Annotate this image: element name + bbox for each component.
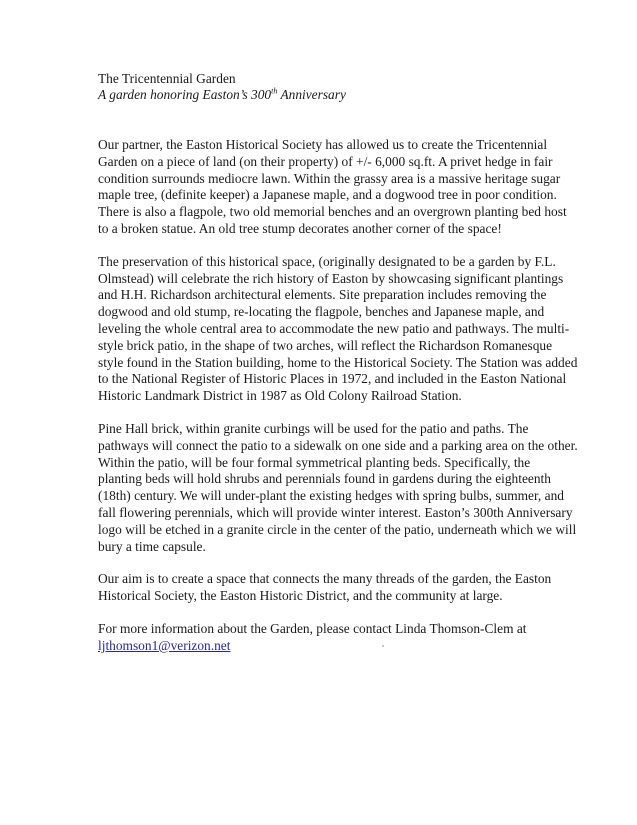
paragraph-line: The preservation of this historical space, (originally designated to be a garden by F.L. — [98, 253, 556, 269]
subtitle-text: A garden honoring Easton’s 300 — [98, 87, 272, 102]
paragraph-line: to a broken statue. An old tree stump decorates another corner of the space! — [98, 220, 502, 236]
subtitle-superscript: th — [271, 86, 278, 96]
document-subtitle — [98, 87, 538, 103]
contact-paragraph — [98, 621, 538, 655]
paragraph-line: and H.H. Richardson architectural elements. Site preparation includes removing the — [98, 287, 547, 303]
body-paragraph — [98, 253, 578, 405]
paragraph-line: logo will be etched in a granite circle in the center of the patio, underneath which we will — [98, 521, 577, 537]
paragraph-line: leveling the whole central area to accommodate the new patio and pathways. The multi- — [98, 320, 570, 336]
paragraph-line: Pine Hall brick, within granite curbings will be used for the patio and paths. The — [98, 420, 529, 436]
scan-speck — [382, 645, 384, 647]
paragraph-line: maple tree, (definite keeper) a Japanese maple, and a dogwood tree in poor condition. — [98, 187, 557, 203]
body-paragraph — [98, 571, 552, 605]
paragraph-line: style found in the Station building, home to the Historical Society. The Station was added — [98, 354, 578, 370]
contact-email-link[interactable]: ljthomson1@verizon.net — [98, 637, 231, 653]
contact-text: For more information about the Garden, please contact Linda Thomson-Clem at — [98, 620, 527, 636]
paragraph-line: style brick patio, in the shape of two arches, will reflect the Richardson Romanesque — [98, 337, 553, 353]
paragraph-line: Our aim is to create a space that connects the many threads of the garden, the Easton — [98, 571, 552, 587]
body-paragraph — [98, 420, 578, 555]
paragraph-line: fall flowering perennials, which will provide winter interest. Easton’s 300th Anniversary — [98, 504, 573, 520]
paragraph-line: Within the patio, will be four formal symmetrical planting beds. Specifically, the — [98, 454, 531, 470]
body-paragraph — [98, 137, 567, 238]
paragraph-line: There is also a flagpole, two old memorial benches and an overgrown planting bed host — [98, 204, 567, 220]
paragraph-line: bury a time capsule. — [98, 538, 206, 554]
document-title: The Tricentennial Garden — [98, 71, 236, 86]
paragraph-line: Olmstead) will celebrate the rich history of Easton by showcasing significant plantings — [98, 270, 564, 286]
paragraph-line: dogwood and old stump, re-locating the flagpole, benches and Japanese maple, and — [98, 304, 545, 320]
paragraph-line: Historical Society, the Easton Historic District, and the community at large. — [98, 588, 503, 604]
paragraph-line: (18th) century. We will under-plant the existing hedges with spring bulbs, summer, and — [98, 488, 564, 504]
paragraph-line: planting beds will hold shrubs and perennials found in gardens during the eighteenth — [98, 471, 551, 487]
document-body — [98, 71, 578, 671]
paragraph-line: pathways will connect the patio to a sidewalk on one side and a parking area on the other. — [98, 437, 578, 453]
paragraph-line: Garden on a piece of land (on their property) of +/- 6,000 sq.ft. A privet hedge in fair — [98, 153, 553, 169]
paragraph-line: to the National Register of Historic Places in 1972, and included in the Easton National — [98, 371, 567, 387]
paragraph-line: Our partner, the Easton Historical Society has allowed us to create the Tricentennial — [98, 137, 548, 152]
paragraph-line: Historic Landmark District in 1987 as Old Colony Railroad Station. — [98, 388, 462, 404]
paragraph-list — [98, 137, 578, 605]
paragraph-line: condition surrounds mediocre lawn. Within the grassy area is a massive heritage sugar — [98, 170, 561, 186]
subtitle-text-end: Anniversary — [277, 87, 346, 102]
